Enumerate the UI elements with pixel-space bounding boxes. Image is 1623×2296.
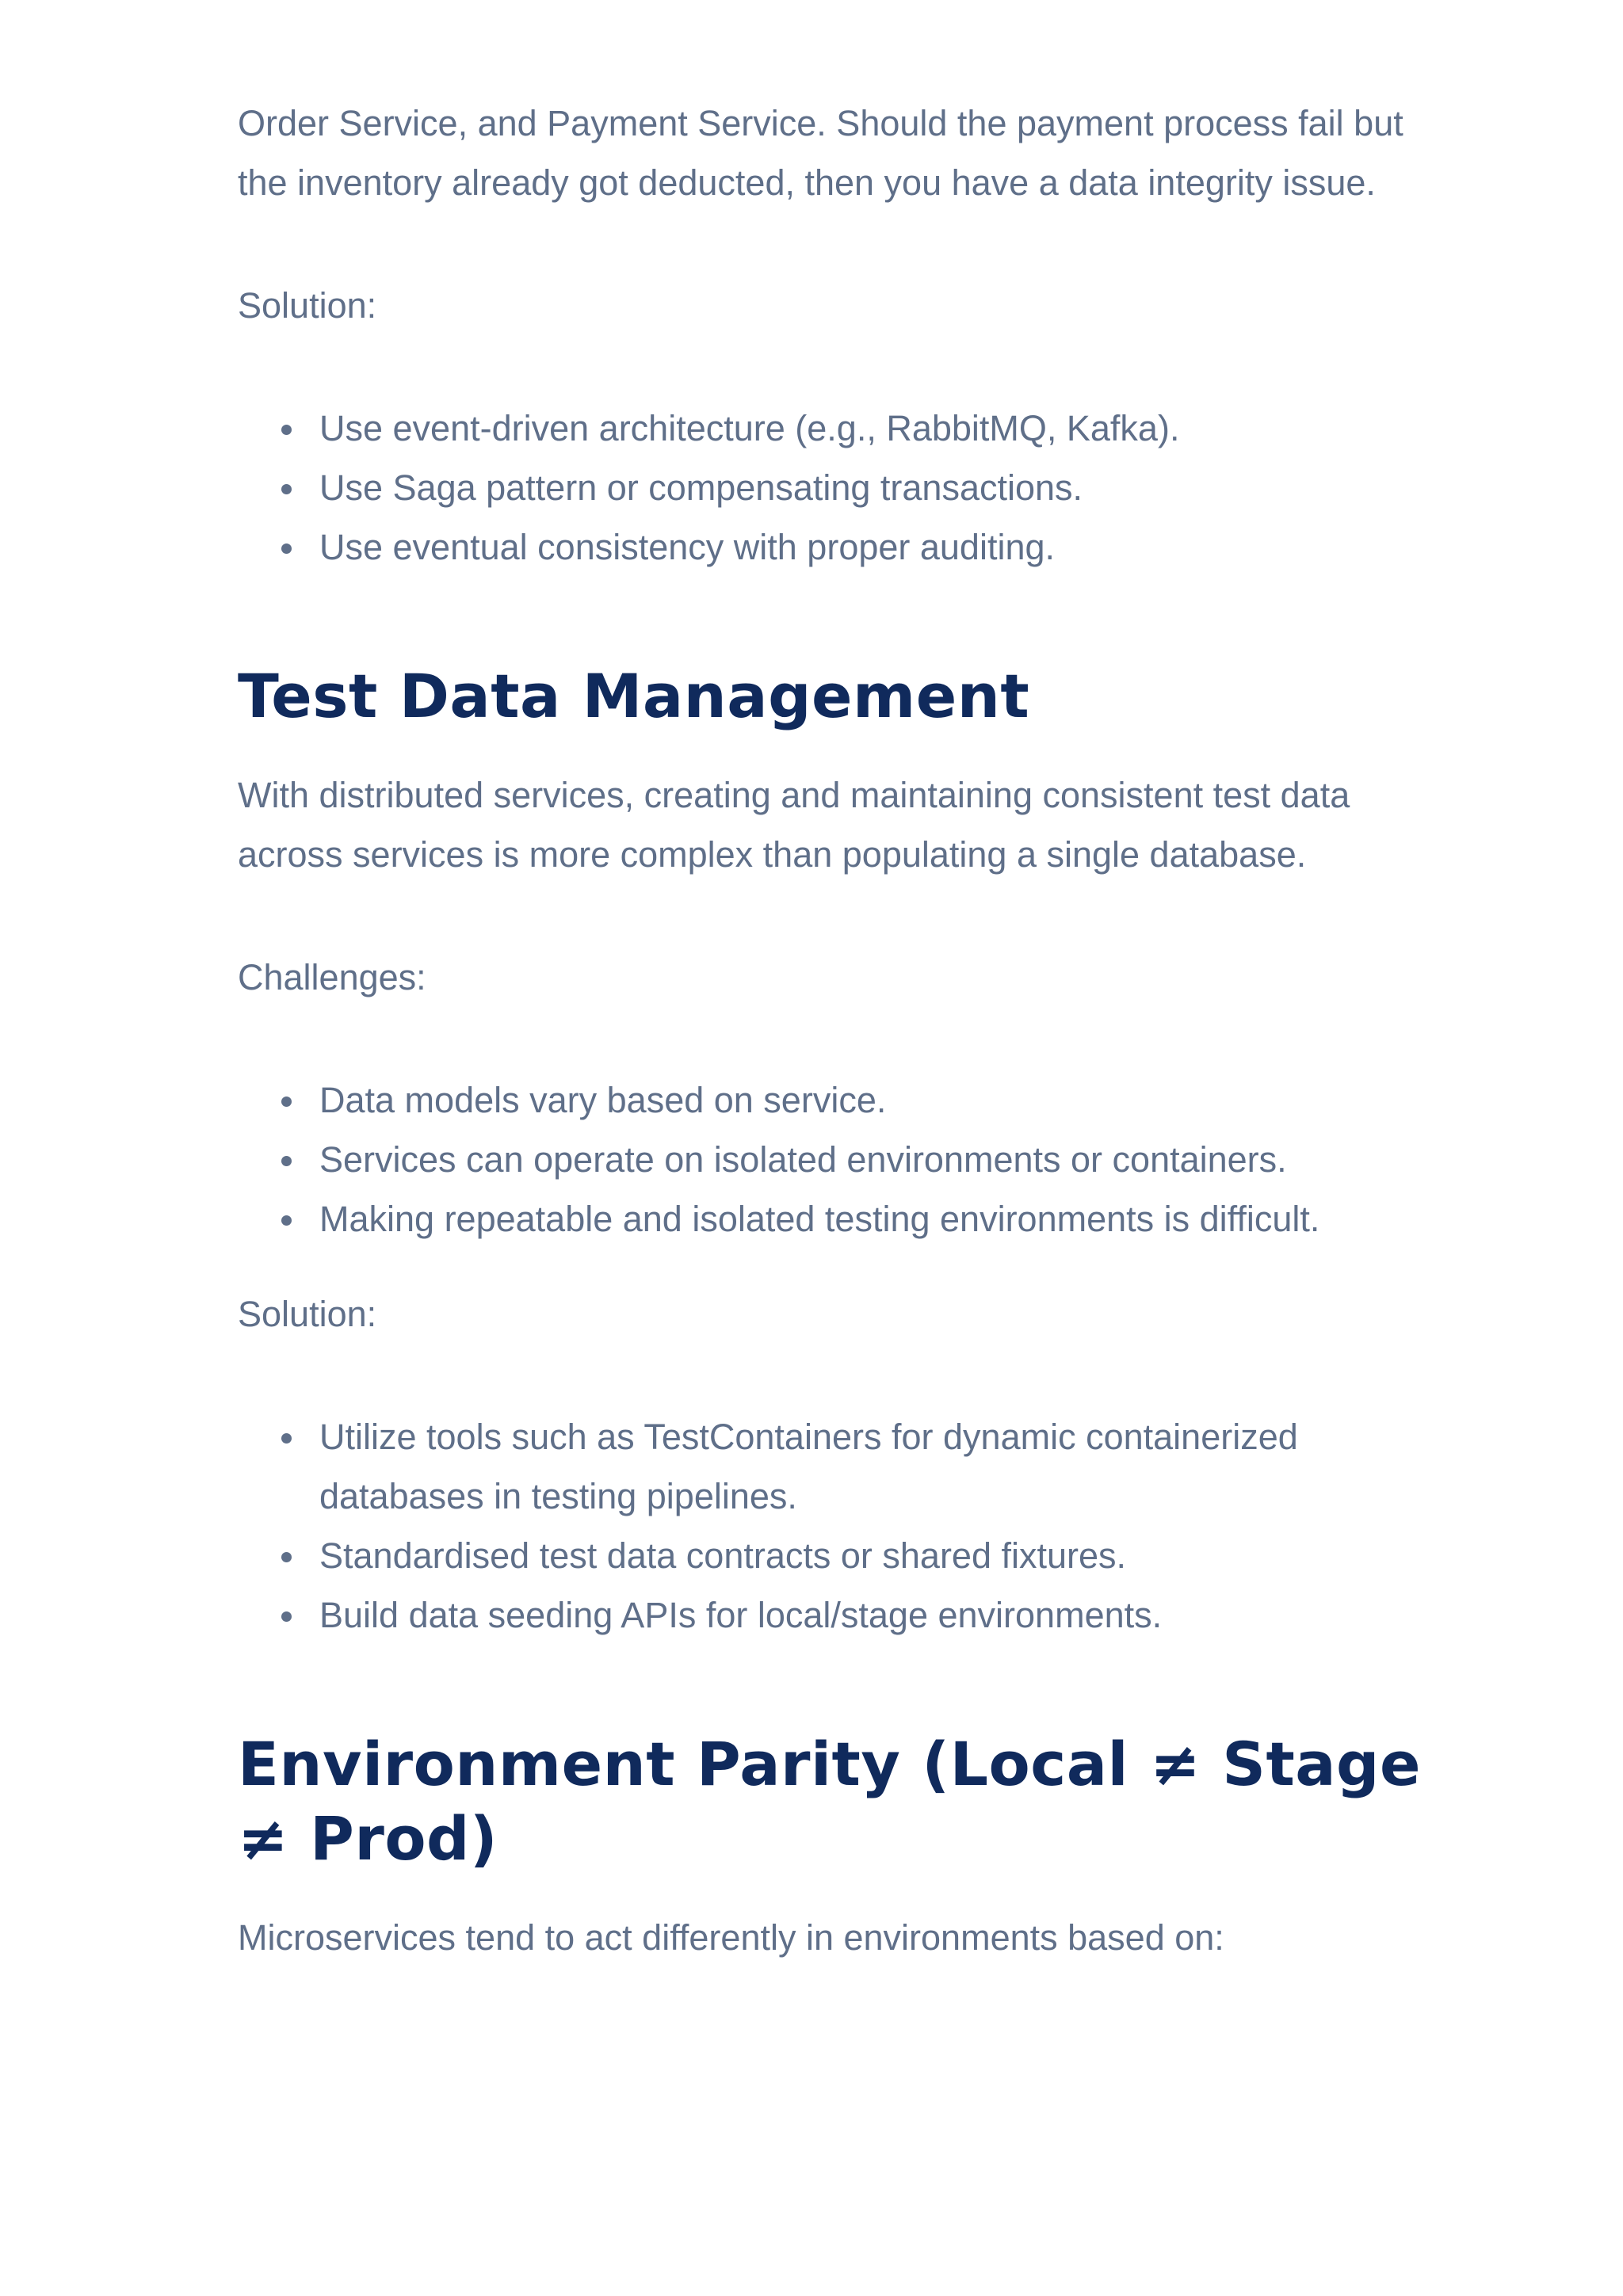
list-item: Services can operate on isolated environments or containers.: [319, 1130, 1458, 1189]
list-item: Data models vary based on service.: [319, 1070, 1458, 1130]
challenges-label: Challenges:: [238, 957, 426, 997]
list-item: Utilize tools such as TestContainers for dynamic containerized databases in testing pipelines.: [319, 1407, 1458, 1526]
solution-list: [238, 1407, 1458, 1645]
solution-label: Solution:: [238, 285, 377, 326]
list-item: Standardised test data contracts or shared fixtures.: [319, 1526, 1458, 1585]
intro-paragraph: Order Service, and Payment Service. Should the payment process fail but the inventory already got deducted, then you have a data integrity issue.: [238, 103, 1403, 203]
section-heading-environment-parity: Environment Parity (Local ≠ Stage ≠ Prod): [238, 1729, 1422, 1874]
list-item: Making repeatable and isolated testing environments is difficult.: [319, 1189, 1458, 1249]
list-item: Use event-driven architecture (e.g., RabbitMQ, Kafka).: [319, 399, 1458, 458]
section-heading-test-data-management: Test Data Management: [238, 661, 1030, 731]
solution-list: [238, 399, 1458, 577]
list-item: Build data seeding APIs for local/stage environments.: [319, 1585, 1458, 1645]
article-body: [238, 93, 1458, 1967]
list-item: Use Saga pattern or compensating transactions.: [319, 458, 1458, 517]
list-item: Use eventual consistency with proper auditing.: [319, 517, 1458, 577]
test-data-paragraph: With distributed services, creating and maintaining consistent test data across services is more complex than populating a single database.: [238, 775, 1350, 875]
environment-parity-paragraph: Microservices tend to act differently in environments based on:: [238, 1917, 1224, 1958]
solution-label: Solution:: [238, 1294, 377, 1334]
challenges-list: [238, 1070, 1458, 1249]
